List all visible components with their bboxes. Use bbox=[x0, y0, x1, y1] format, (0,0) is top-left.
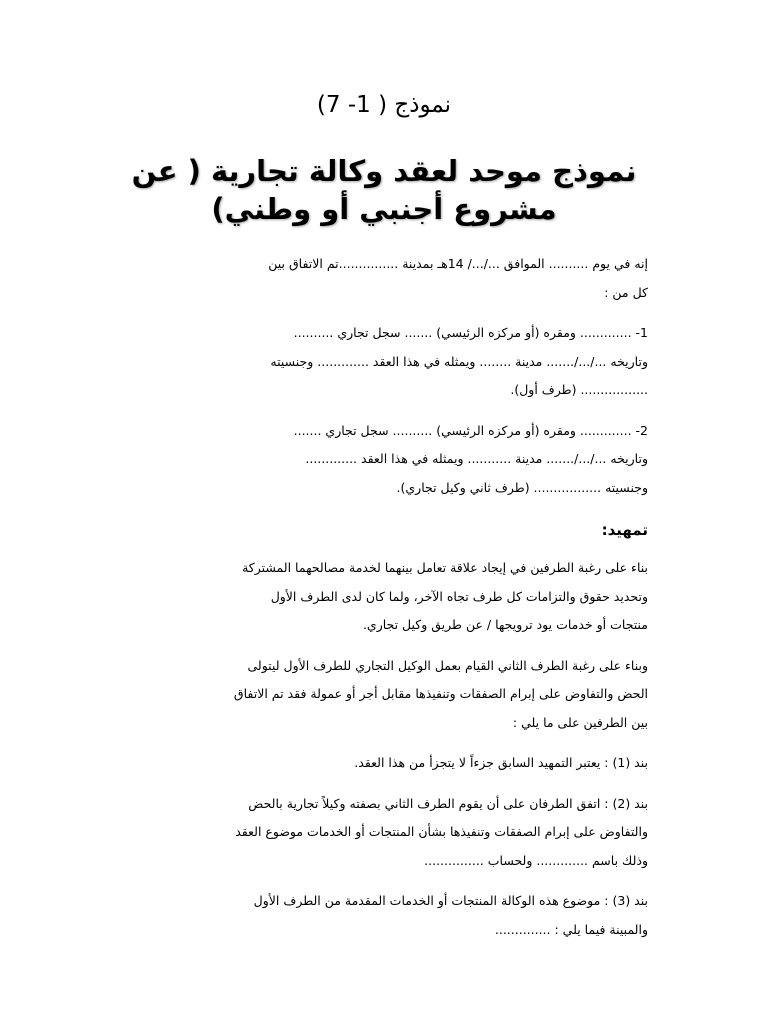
document-title bbox=[120, 152, 648, 228]
intro-line: كل من : bbox=[604, 284, 648, 300]
clause-line: وذلك باسم ............. ولحساب ............... bbox=[424, 852, 648, 868]
clause-line: والمبينة فيما يلي : .............. bbox=[494, 921, 648, 937]
preamble-heading: تمهيد: bbox=[601, 521, 648, 539]
clause-line: بند (2) : اتفق الطرفان على أن يقوم الطرف الثاني بصفته وكيلاً تجارية بالحض bbox=[248, 795, 648, 811]
preamble-line: بناء على رغبة الطرفين في إيجاد علاقة تعامل بينهما لخدمة مصالحهما المشتركة bbox=[242, 560, 648, 575]
preamble-line: وتحديد حقوق والتزامات كل طرف تجاه الآخر، ولما كان لدى الطرف الأول bbox=[270, 588, 648, 604]
clause-2 bbox=[120, 790, 648, 876]
clause-line: بند (1) : يعتبر التمهيد السابق جزءاً لا يتجزأ من هذا العقد. bbox=[354, 755, 648, 770]
party-1-line: 1- ............. ومقره (أو مركزه الرئيسي) ....... سجل تجاري .......... bbox=[293, 325, 648, 340]
party-2-line: وتاريخه .../.../....... مدينة ........... ويمثله في هذا العقد ............. bbox=[305, 451, 648, 466]
preamble-line: الحض والتفاوض على إبرام الصفقات وتنفيذها مقابل أجر أو عمولة فقد تم الاتفاق bbox=[233, 686, 648, 701]
preamble-paragraph-1 bbox=[120, 554, 648, 640]
clause-1 bbox=[120, 749, 648, 778]
intro-paragraph bbox=[120, 250, 648, 307]
party-1-line: وتاريخه .../.../....... مدينة ........ ويمثله في هذا العقد ............. وجنسيته bbox=[270, 353, 648, 369]
party-1-paragraph bbox=[120, 319, 648, 405]
preamble-line: وبناء على رغبة الطرف الثاني القيام بعمل الوكيل التجاري للطرف الأول ليتولى bbox=[247, 657, 648, 673]
party-2-line: 2- ............. ومقره (أو مركزه الرئيسي) .......... سجل تجاري ....... bbox=[293, 422, 648, 438]
party-1-line: ................. (طرف أول). bbox=[510, 382, 648, 397]
preamble-paragraph-2 bbox=[120, 652, 648, 738]
clause-line: والتفاوض على إبرام الصفقات وتنفيذها بشأن المنتجات أو الخدمات موضوع العقد bbox=[235, 824, 648, 839]
party-2-line: وجنسيته ................. (طرف ثاني وكيل تجاري). bbox=[396, 479, 648, 495]
preamble-line: بين الطرفين على ما يلي : bbox=[512, 714, 648, 730]
title-line-1: نموذج موحد لعقد وكالة تجارية ( عن bbox=[131, 154, 637, 188]
preamble-line: منتجات أو خدمات يود ترويجها / عن طريق وكيل تجاري. bbox=[362, 617, 648, 632]
title-line-2: مشروع أجنبي أو وطني) bbox=[211, 192, 557, 226]
clause-line: بند (3) : موضوع هذه الوكالة المنتجات أو الخدمات المقدمة من الطرف الأول bbox=[253, 893, 648, 908]
intro-line: إنه في يوم .......... الموافق .../.../ 14هـ بمدينة ...............تم الاتفاق بين bbox=[268, 256, 648, 271]
party-2-paragraph bbox=[120, 417, 648, 503]
clause-3 bbox=[120, 887, 648, 944]
form-number: نموذج ( 1- 7) bbox=[316, 92, 452, 118]
